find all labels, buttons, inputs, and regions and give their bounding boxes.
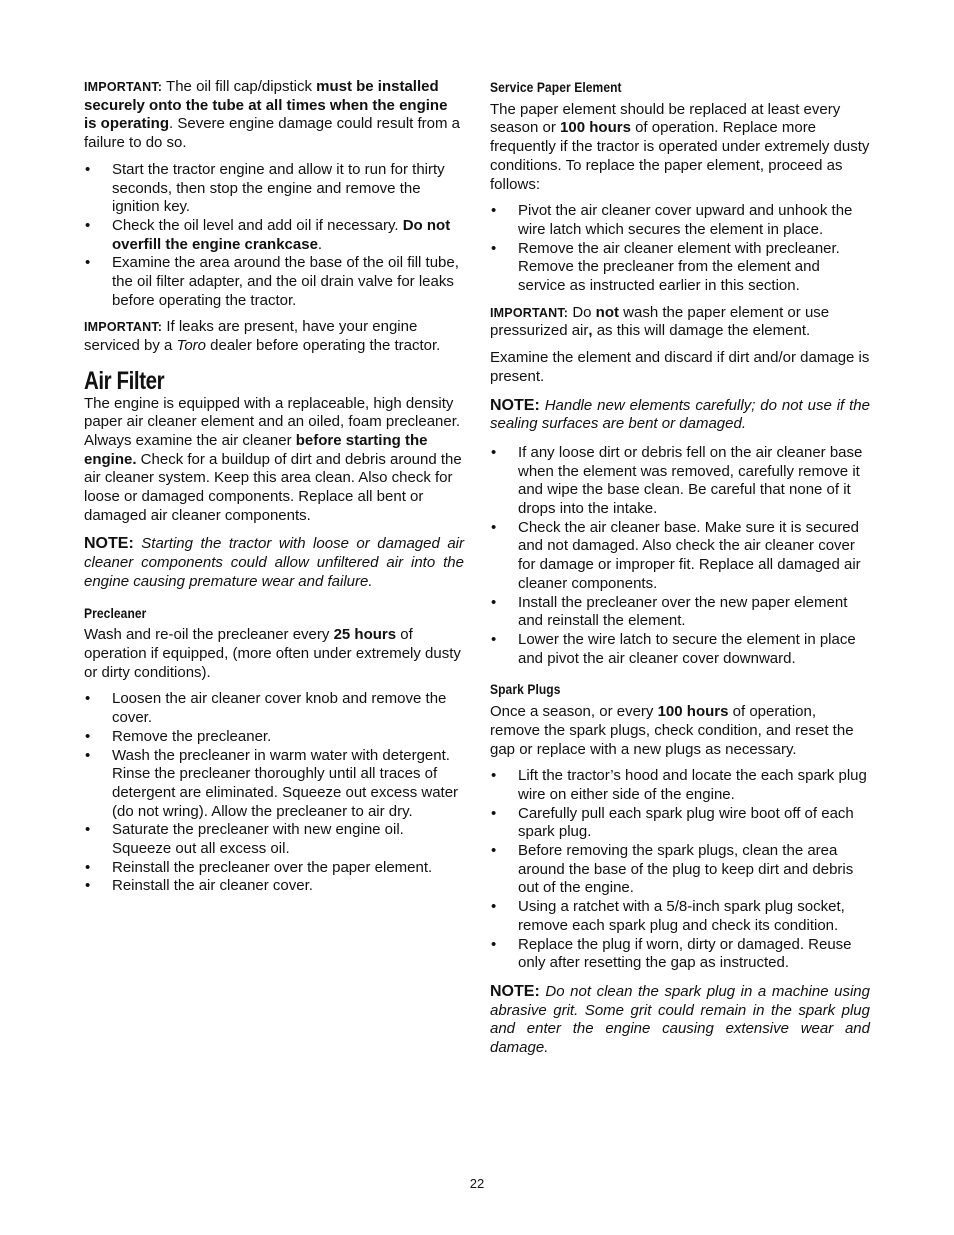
important-label: IMPORTANT: [490, 305, 569, 320]
precleaner-list [84, 690, 464, 896]
list-item: • Saturate the precleaner with new engine oil. Squeeze out all excess oil. [84, 821, 464, 858]
list-item: • Lower the wire latch to secure the element in place and pivot the air cleaner cover downward. [490, 631, 870, 668]
list-item: • Reinstall the precleaner over the paper element. [84, 859, 464, 878]
service-paper-list [490, 202, 870, 296]
list-item: • Remove the precleaner. [84, 728, 464, 747]
list-item: • Install the precleaner over the new paper element and reinstall the element. [490, 594, 870, 631]
list-item: • Check the oil level and add oil if necessary. Do not overfill the engine crankcase. [84, 217, 464, 254]
air-filter-note: NOTE: Starting the tractor with loose or damaged air cleaner components could allow unfiltered air into the engine causing premature wear and failure. [84, 535, 464, 590]
list-item: • If any loose dirt or debris fell on the air cleaner base when the element was removed, carefully remove it and wipe the base clean. Be careful that none of it drops into the intake. [490, 444, 870, 519]
important-label: IMPORTANT: [84, 80, 163, 94]
air-filter-paragraph: The engine is equipped with a replaceable, high density paper air cleaner element and an oiled, foam precleaner. Always examine the air cleaner before starting the engine. Check for a buildup of dirt and debris around the air cleaner system. Keep this area clean. Also check for loose or damaged components. Replace all bent or damaged air cleaner components. [84, 394, 462, 524]
list-item: • Loosen the air cleaner cover knob and remove the cover. [84, 690, 464, 727]
precleaner-paragraph: Wash and re-oil the precleaner every 25 hours of operation if equipped, (more often under extremely dusty or dirty conditions). [84, 626, 461, 681]
oil-check-list [84, 161, 464, 311]
spark-plugs-heading: Spark Plugs [490, 681, 561, 698]
precleaner-heading: Precleaner [84, 604, 147, 621]
left-column [84, 78, 464, 904]
spark-plugs-paragraph: Once a season, or every 100 hours of operation, remove the spark plugs, check condition, and reset the gap or replace with a new plugs as necessary. [490, 703, 854, 758]
list-item: • Carefully pull each spark plug wire boot off of each spark plug. [490, 805, 870, 842]
list-item: • Pivot the air cleaner cover upward and unhook the wire latch which secures the element in place. [490, 202, 870, 239]
page-number: 22 [469, 1176, 485, 1191]
service-paper-paragraph: The paper element should be replaced at least every season or 100 hours of operation. Replace more frequently if the tractor is operated under extremely dusty conditions. To replace the paper element, proceed as follows: [490, 100, 870, 193]
spark-plug-note: NOTE: Do not clean the spark plug in a machine using abrasive grit. Some grit could remain in the spark plug and enter the engine causing extensive wear and damage. [490, 982, 870, 1057]
important-oil-cap: IMPORTANT: The oil fill cap/dipstick must be installed securely onto the tube at all times when the engine is operating. Severe engine damage could result from a failure to do so. [84, 78, 461, 152]
right-column [490, 78, 870, 1068]
examine-element-paragraph: Examine the element and discard if dirt and/or damage is present. [490, 349, 870, 385]
reinstall-list [490, 444, 870, 668]
list-item: • Lift the tractor’s hood and locate the each spark plug wire on either side of the engine. [490, 767, 870, 804]
list-item: • Examine the area around the base of the oil fill tube, the oil filter adapter, and the oil drain valve for leaks before operating the tractor. [84, 254, 464, 310]
list-item: • Remove the air cleaner element with precleaner. Remove the precleaner from the element and service as instructed earlier in this section. [490, 240, 870, 296]
service-paper-element-heading: Service Paper Element [490, 79, 622, 95]
important-leaks: IMPORTANT: If leaks are present, have your engine serviced by a Toro dealer before operating the tractor. [84, 318, 441, 355]
important-label: IMPORTANT: [84, 320, 163, 335]
important-no-wash: IMPORTANT: Do not wash the paper element or use pressurized air, as this will damage the element. [490, 303, 830, 340]
list-item: • Using a ratchet with a 5/8-inch spark plug socket, remove each spark plug and check its condition. [490, 898, 870, 935]
list-item: • Start the tractor engine and allow it to run for thirty seconds, then stop the engine and remove the ignition key. [84, 161, 464, 217]
spark-plugs-list [490, 767, 870, 973]
list-item: • Check the air cleaner base. Make sure it is secured and not damaged. Also check the air cleaner cover for damage or improper fit. Replace all damaged air cleaner components. [490, 519, 870, 594]
list-item: • Reinstall the air cleaner cover. [84, 877, 464, 896]
list-item: • Before removing the spark plugs, clean the area around the base of the plug to keep dirt and debris out of the engine. [490, 842, 870, 898]
list-item: • Wash the precleaner in warm water with detergent. Rinse the precleaner thoroughly until all traces of detergent are eliminated. Squeeze out excess water (do not wring). Allow the precleaner to air dry. [84, 747, 464, 822]
handle-elements-note: NOTE: Handle new elements carefully; do not use if the sealing surfaces are bent or damaged. [490, 396, 870, 433]
list-item: • Replace the plug if worn, dirty or damaged. Reuse only after resetting the gap as instructed. [490, 936, 870, 973]
air-filter-heading: Air Filter [84, 366, 165, 395]
